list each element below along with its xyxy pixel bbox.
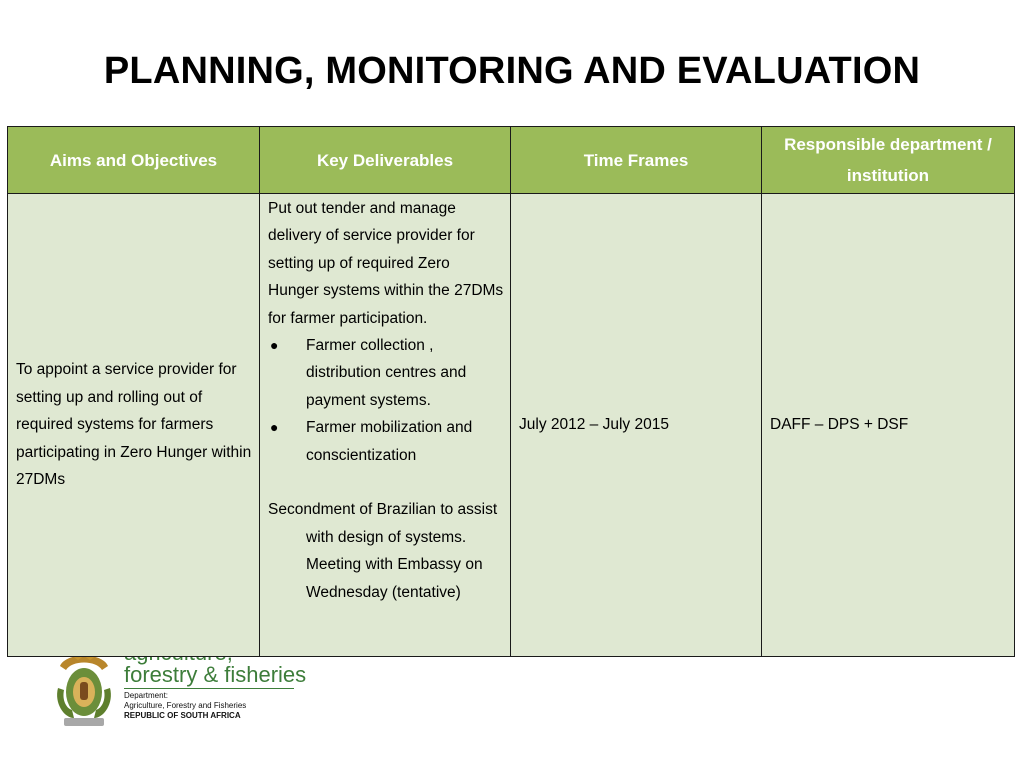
table-row xyxy=(8,194,1015,657)
cell-time-frame: July 2012 – July 2015 xyxy=(511,194,762,657)
header-deliverables: Key Deliverables xyxy=(260,127,511,194)
slide-title: PLANNING, MONITORING AND EVALUATION xyxy=(103,50,921,92)
spacer xyxy=(268,469,504,496)
header-time-frames: Time Frames xyxy=(511,127,762,194)
header-aims: Aims and Objectives xyxy=(8,127,260,194)
bullet-text: Farmer collection , distribution centres and payment systems. xyxy=(306,337,467,409)
logo-divider xyxy=(124,688,294,689)
logo-text-department-name: Agriculture, Forestry and Fisheries xyxy=(124,701,247,710)
cell-aims: To appoint a service provider for setting up and rolling out of required systems for farmers participating in Zero Hunger within 27DMs xyxy=(8,194,260,657)
bullet-icon: ● xyxy=(270,419,279,436)
bullet-icon: ● xyxy=(270,337,279,354)
logo-text-forestry: forestry & fisheries xyxy=(124,662,307,687)
bullet-text: Farmer mobilization and conscientization xyxy=(306,419,473,464)
deliverables-bullet-list xyxy=(268,332,504,469)
logo-text-department: Department: xyxy=(124,691,169,700)
header-responsible: Responsible department / institution xyxy=(762,127,1015,194)
coat-of-arms-icon xyxy=(52,648,116,730)
cell-responsible: DAFF – DPS + DSF xyxy=(762,194,1015,657)
list-item xyxy=(268,414,504,469)
logo-text-country: REPUBLIC OF SOUTH AFRICA xyxy=(124,711,241,720)
deliverables-extra: Secondment of Brazilian to assist with design of systems. Meeting with Embassy on Wednesday (tentative) xyxy=(268,501,498,601)
planning-table xyxy=(7,126,1015,657)
table-header-row xyxy=(8,127,1015,194)
list-item xyxy=(268,332,504,414)
deliverables-intro: Put out tender and manage delivery of service provider for setting up of required Zero Hunger systems within the 27DMs for farmer participation. xyxy=(268,200,504,327)
cell-deliverables xyxy=(260,194,511,657)
